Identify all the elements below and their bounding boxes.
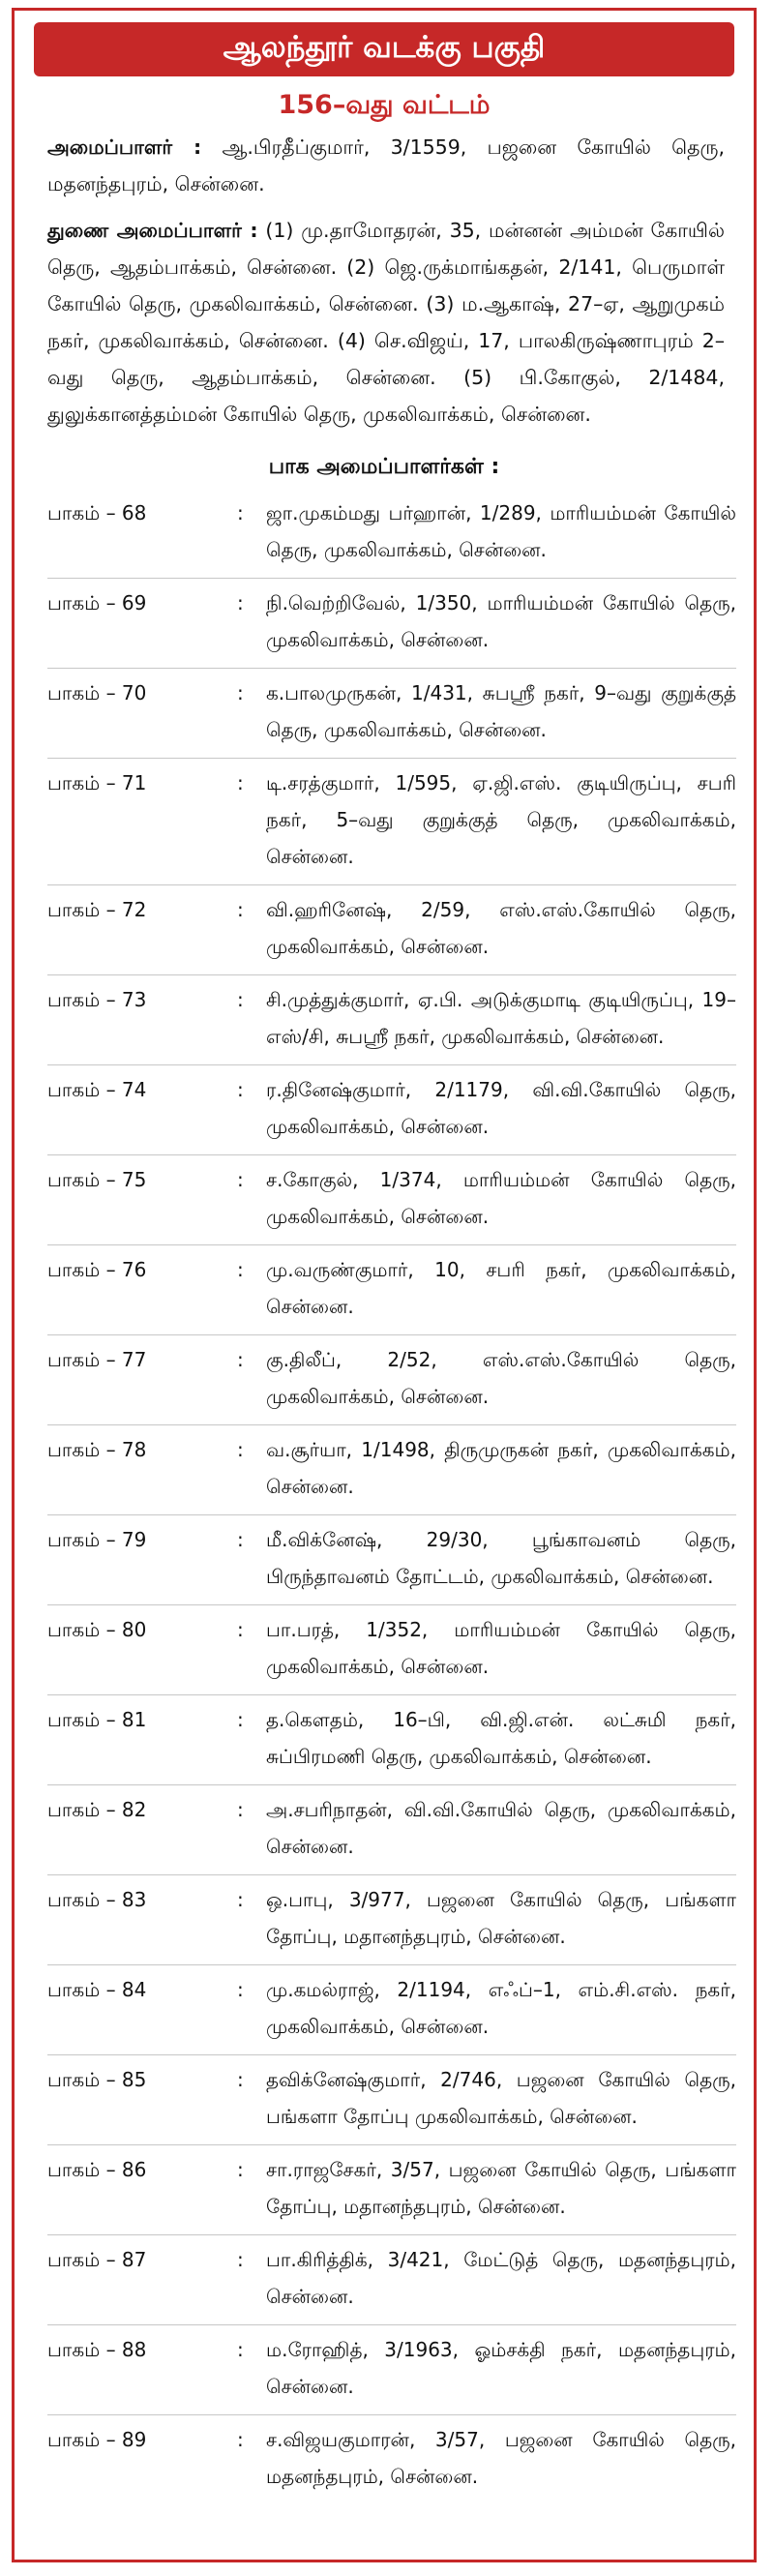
separator-colon: : <box>237 1798 244 1821</box>
separator-colon: : <box>237 898 244 921</box>
booth-organizer-details: கு.திலீப், 2/52, எஸ்.எஸ்.கோயில் தெரு, முகலிவாக்கம், சென்னை. <box>266 1348 736 1408</box>
booth-entry-row <box>47 1514 736 1604</box>
booth-number: பாகம் – 68 <box>47 501 147 524</box>
booth-organizer-details: பா.பரத், 1/352, மாரியம்மன் கோயில் தெரு, முகலிவாக்கம், சென்னை. <box>266 1618 736 1678</box>
booth-organizer-details: ம.ரோஹித், 3/1963, ஓம்சக்தி நகர், மதனந்தபுரம், சென்னை. <box>266 2338 736 2398</box>
booth-number: பாகம் – 88 <box>47 2338 147 2361</box>
booth-organizer-details: மு.வருண்குமார், 10, சபரி நகர், முகலிவாக்கம், சென்னை. <box>266 1258 736 1318</box>
booth-number: பாகம் – 83 <box>47 1888 147 1911</box>
booth-number: பாகம் – 85 <box>47 2068 147 2091</box>
booth-entry-row <box>47 1874 736 1964</box>
booth-organizer-details: டி.சரத்குமார், 1/595, ஏ.ஜி.எஸ். குடியிருப்பு, சபரி நகர், 5–வது குறுக்குத் தெரு, முகலிவாக்கம், சென்னை. <box>266 771 736 868</box>
separator-colon: : <box>237 2068 244 2091</box>
organizer-paragraph <box>15 129 754 202</box>
booth-entry-row <box>47 1244 736 1334</box>
booth-number: பாகம் – 81 <box>47 1708 147 1731</box>
section-heading: பாக அமைப்பாளர்கள் : <box>268 455 500 479</box>
booth-number: பாகம் – 77 <box>47 1348 147 1371</box>
booth-entry-row <box>47 1784 736 1874</box>
booth-entry-row <box>47 1604 736 1694</box>
booth-entry-row <box>47 1334 736 1424</box>
booth-organizer-details: மு.கமல்ராஜ், 2/1194, எஃப்–1, எம்.சி.எஸ். நகர், முகலிவாக்கம், சென்னை. <box>266 1978 736 2038</box>
booth-number: பாகம் – 86 <box>47 2158 147 2181</box>
separator-colon: : <box>237 1528 244 1551</box>
separator-colon: : <box>237 1978 244 2001</box>
separator-colon: : <box>237 681 244 704</box>
booth-entry-row <box>47 1154 736 1244</box>
ward-title: 156–வது வட்டம் <box>278 90 491 120</box>
booth-organizer-details: ச.விஜயகுமாரன், 3/57, பஜனை கோயில் தெரு, மதனந்தபுரம், சென்னை. <box>266 2428 736 2488</box>
booth-number: பாகம் – 75 <box>47 1168 147 1191</box>
booth-entry-row <box>47 884 736 974</box>
booth-number: பாகம் – 82 <box>47 1798 147 1821</box>
booth-organizer-details: த.கௌதம், 16–பி, வி.ஜி.என். லட்சுமி நகர், சுப்பிரமணி தெரு, முகலிவாக்கம், சென்னை. <box>266 1708 736 1768</box>
booth-number: பாகம் – 70 <box>47 681 147 704</box>
separator-colon: : <box>237 2338 244 2361</box>
booth-entry-row <box>47 489 736 578</box>
booth-organizer-details: க.பாலமுருகன், 1/431, சுபஸ்ரீ நகர், 9–வது குறுக்குத் தெரு, முகலிவாக்கம், சென்னை. <box>266 681 736 741</box>
booth-organizer-details: சா.ராஜசேகர், 3/57, பஜனை கோயில் தெரு, பங்களா தோப்பு, மதானந்தபுரம், சென்னை. <box>266 2158 736 2218</box>
booth-entry-row <box>47 578 736 668</box>
separator-colon: : <box>237 1258 244 1281</box>
organizer-text: ஆ.பிரதீப்குமார், 3/1559, பஜனை கோயில் தெரு, மதனந்தபுரம், சென்னை. <box>47 135 725 195</box>
booth-number: பாகம் – 71 <box>47 771 147 794</box>
booth-organizer-details: ச.கோகுல், 1/374, மாரியம்மன் கோயில் தெரு, முகலிவாக்கம், சென்னை. <box>266 1168 736 1228</box>
booth-organizer-details: தவிக்னேஷ்குமார், 2/746, பஜனை கோயில் தெரு, பங்களா தோப்பு முகலிவாக்கம், சென்னை. <box>266 2068 736 2128</box>
booth-organizer-details: ர.தினேஷ்குமார், 2/1179, வி.வி.கோயில் தெரு, முகலிவாக்கம், சென்னை. <box>266 1078 736 1138</box>
separator-colon: : <box>237 988 244 1011</box>
booth-organizer-details: அ.சபரிநாதன், வி.வி.கோயில் தெரு, முகலிவாக்கம், சென்னை. <box>266 1798 736 1858</box>
booth-organizer-list <box>15 489 754 2504</box>
separator-colon: : <box>237 591 244 614</box>
booth-number: பாகம் – 76 <box>47 1258 147 1281</box>
notice-frame <box>12 8 757 2562</box>
booth-entry-row <box>47 668 736 758</box>
separator-colon: : <box>237 2158 244 2181</box>
area-title-banner <box>34 22 734 76</box>
booth-number: பாகம் – 79 <box>47 1528 147 1551</box>
booth-organizer-details: ஒ.பாபு, 3/977, பஜனை கோயில் தெரு, பங்களா தோப்பு, மதானந்தபுரம், சென்னை. <box>266 1888 736 1948</box>
separator-colon: : <box>237 1168 244 1191</box>
separator-colon: : <box>237 771 244 794</box>
booth-entry-row <box>47 974 736 1064</box>
booth-number: பாகம் – 89 <box>47 2428 147 2451</box>
booth-entry-row <box>47 2054 736 2144</box>
separator-colon: : <box>237 1078 244 1101</box>
booth-organizer-details: நி.வெற்றிவேல், 1/350, மாரியம்மன் கோயில் தெரு, முகலிவாக்கம், சென்னை. <box>266 591 736 651</box>
booth-number: பாகம் – 69 <box>47 591 147 614</box>
booth-organizer-details: வ.சூர்யா, 1/1498, திருமுருகன் நகர், முகலிவாக்கம், சென்னை. <box>266 1438 736 1498</box>
booth-entry-row <box>47 2324 736 2414</box>
deputy-organizers-text: (1) மு.தாமோதரன், 35, மன்னன் அம்மன் கோயில் தெரு, ஆதம்பாக்கம், சென்னை. (2) ஜெ.ருக்மாங்கதன், 2/141, பெருமாள் கோயில் தெரு, முகலிவாக்கம், சென்னை. (3) ம.ஆகாஷ், 27–ஏ, ஆறுமுகம் நகர், முகலிவாக்கம், சென்னை. (4) செ.விஜய், 17, பாலகிருஷ்ணாபுரம் 2–வது தெரு, ஆதம்பாக்கம், சென்னை. (5) பி.கோகுல், 2/1484, துலுக்கானத்தம்மன் கோயில் தெரு, முகலிவாக்கம், சென்னை. <box>47 219 725 426</box>
booth-entry-row <box>47 2144 736 2234</box>
booth-entry-row <box>47 1064 736 1154</box>
booth-entry-row <box>47 1424 736 1514</box>
deputy-organizers-label: துணை அமைப்பாளர் : <box>47 219 258 242</box>
booth-organizer-details: மீ.விக்னேஷ், 29/30, பூங்காவனம் தெரு, பிருந்தாவனம் தோட்டம், முகலிவாக்கம், சென்னை. <box>266 1528 736 1588</box>
booth-entry-row <box>47 1694 736 1784</box>
booth-organizer-details: ஜா.முகம்மது பர்ஹான், 1/289, மாரியம்மன் கோயில் தெரு, முகலிவாக்கம், சென்னை. <box>266 501 736 561</box>
booth-organizer-details: வி.ஹரினேஷ், 2/59, எஸ்.எஸ்.கோயில் தெரு, முகலிவாக்கம், சென்னை. <box>266 898 736 958</box>
separator-colon: : <box>237 2428 244 2451</box>
booth-number: பாகம் – 87 <box>47 2248 147 2271</box>
booth-organizer-details: பா.கிரித்திக், 3/421, மேட்டுத் தெரு, மதனந்தபுரம், சென்னை. <box>266 2248 736 2308</box>
separator-colon: : <box>237 1438 244 1461</box>
area-title: ஆலந்தூர் வடக்கு பகுதி <box>223 30 546 65</box>
separator-colon: : <box>237 1618 244 1641</box>
booth-number: பாகம் – 84 <box>47 1978 147 2001</box>
booth-number: பாகம் – 73 <box>47 988 147 1011</box>
booth-number: பாகம் – 74 <box>47 1078 147 1101</box>
separator-colon: : <box>237 2248 244 2271</box>
booth-organizer-details: சி.முத்துக்குமார், ஏ.பி. அடுக்குமாடி குடியிருப்பு, 19–எஸ்/சி, சுபஸ்ரீ நகர், முகலிவாக்கம், சென்னை. <box>266 988 736 1048</box>
booth-number: பாகம் – 80 <box>47 1618 147 1641</box>
booth-entry-row <box>47 2414 736 2504</box>
organizer-label: அமைப்பாளர் : <box>47 135 202 159</box>
booth-entry-row <box>47 2234 736 2324</box>
separator-colon: : <box>237 1888 244 1911</box>
separator-colon: : <box>237 1348 244 1371</box>
separator-colon: : <box>237 501 244 524</box>
booth-number: பாகம் – 78 <box>47 1438 147 1461</box>
booth-number: பாகம் – 72 <box>47 898 147 921</box>
separator-colon: : <box>237 1708 244 1731</box>
deputy-organizers-paragraph <box>15 212 754 433</box>
booth-entry-row <box>47 1964 736 2054</box>
booth-entry-row <box>47 758 736 884</box>
